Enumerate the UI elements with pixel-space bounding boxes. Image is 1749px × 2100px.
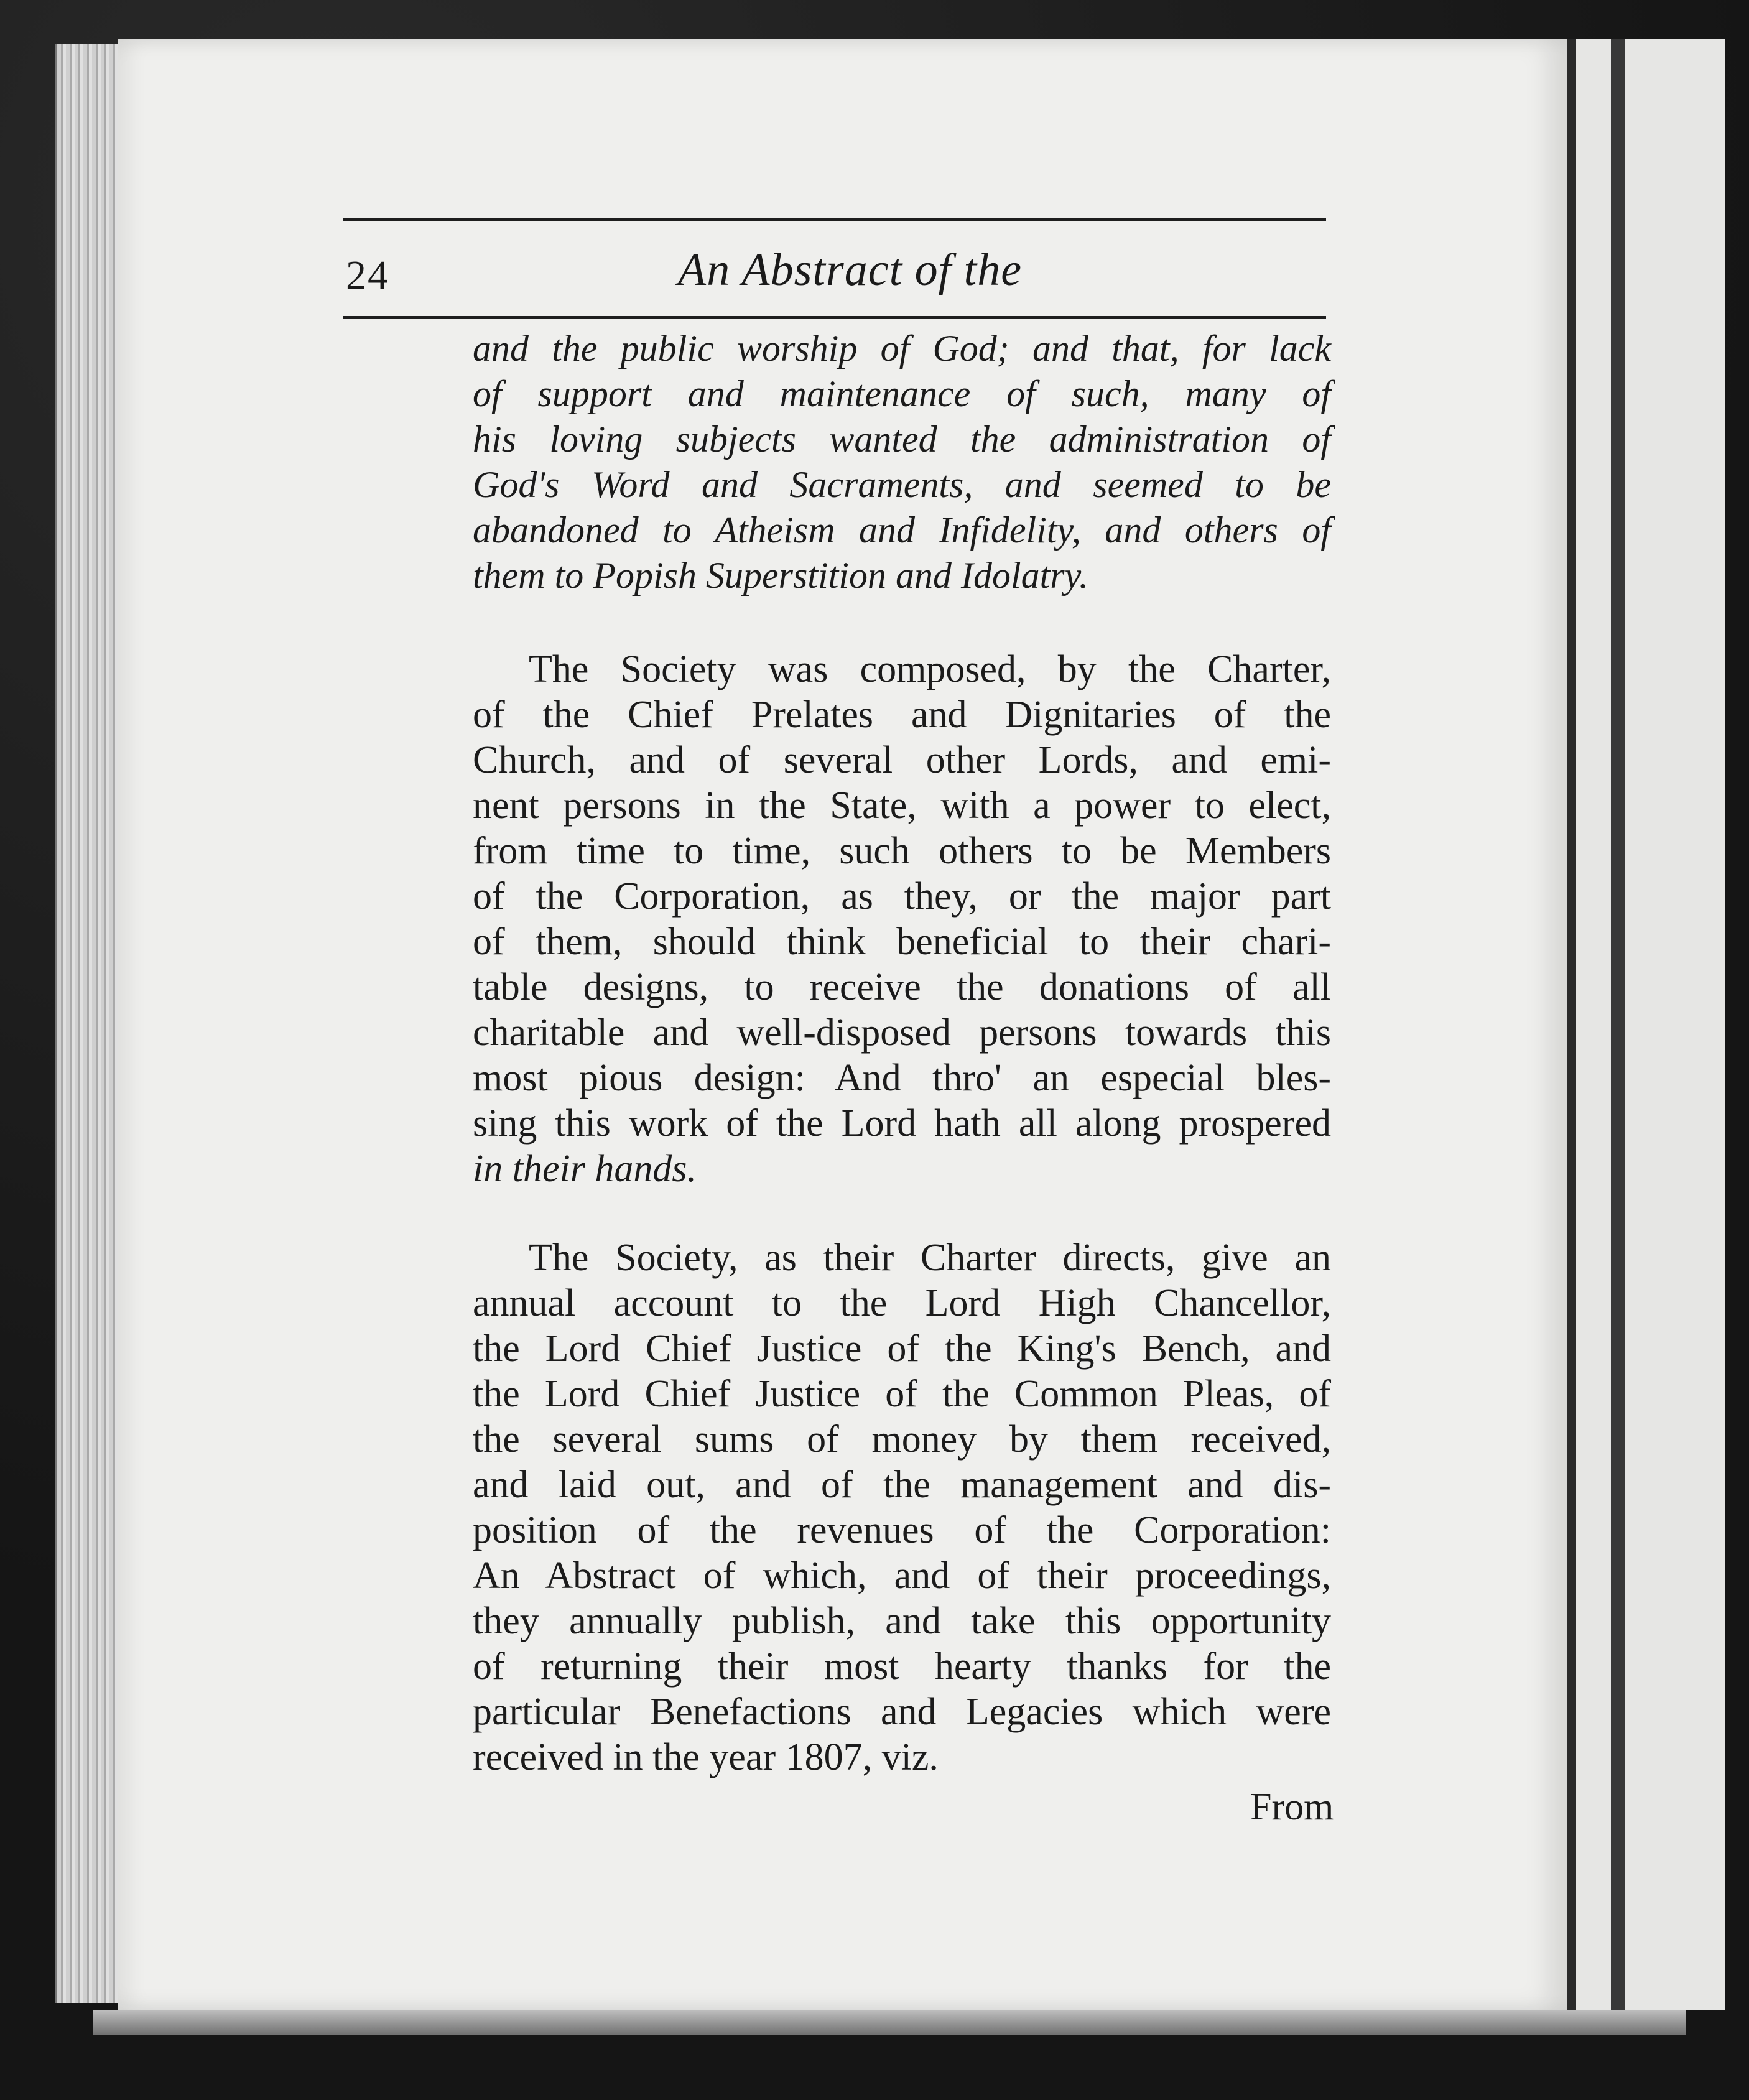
facing-page-gutter: [1611, 39, 1625, 2010]
paragraph-1: [473, 326, 1331, 598]
text-line: nent persons in the State, with a power to elect,: [473, 784, 1331, 827]
text-line: table designs, to receive the donations of all: [473, 966, 1331, 1008]
text-line: abandoned to Atheism and Infidelity, and others of: [473, 509, 1331, 551]
text-line: The Society, as their Charter directs, give an: [529, 1237, 1331, 1279]
text-line: and the public worship of God; and that, for lack: [473, 328, 1331, 369]
text-line: of support and maintenance of such, many of: [473, 373, 1331, 414]
text-line: from time to time, such others to be Members: [473, 830, 1331, 872]
text-line: of the Corporation, as they, or the major part: [473, 875, 1331, 918]
text-line: charitable and well-disposed persons towards this: [473, 1011, 1331, 1054]
text-line: annual account to the Lord High Chancellor,: [473, 1282, 1331, 1324]
text-line: most pious design: And thro' an especial bles-: [473, 1057, 1331, 1099]
text-line: Church, and of several other Lords, and emi-: [473, 739, 1331, 781]
header-rule-bottom: [343, 316, 1326, 319]
text-line: the Lord Chief Justice of the Common Pleas, of: [473, 1373, 1331, 1415]
text-line: received in the year 1807, viz.: [473, 1736, 939, 1778]
catchword: From: [1250, 1786, 1334, 1828]
page-number: 24: [346, 253, 389, 298]
text-line: of returning their most hearty thanks for the: [473, 1645, 1331, 1688]
running-title: An Abstract of the: [678, 244, 1023, 295]
text-line: them to Popish Superstition and Idolatry.: [473, 555, 1088, 596]
header-rule-top: [343, 218, 1326, 221]
text-line: of the Chief Prelates and Dignitaries of the: [473, 694, 1331, 736]
text-line: in their hands.: [473, 1148, 697, 1190]
text-line: they annually publish, and take this opportunity: [473, 1600, 1331, 1642]
text-line: position of the revenues of the Corporation:: [473, 1509, 1331, 1551]
paragraph-2: [473, 647, 1331, 1192]
facing-page: [1567, 39, 1725, 2010]
text-line: particular Benefactions and Legacies which were: [473, 1691, 1331, 1733]
text-line: God's Word and Sacraments, and seemed to be: [473, 464, 1331, 505]
book-bottom-edge: [93, 2010, 1686, 2035]
text-line: the several sums of money by them received,: [473, 1418, 1331, 1461]
text-line: sing this work of the Lord hath all along prospered: [473, 1102, 1331, 1145]
text-line: and laid out, and of the management and dis-: [473, 1464, 1331, 1506]
text-line: The Society was composed, by the Charter,: [529, 648, 1331, 690]
text-line: An Abstract of which, and of their proceedings,: [473, 1554, 1331, 1597]
text-line: the Lord Chief Justice of the King's Bench, and: [473, 1327, 1331, 1370]
paragraph-3: [473, 1235, 1331, 1780]
text-line: his loving subjects wanted the administration of: [473, 419, 1331, 460]
text-line: of them, should think beneficial to their chari-: [473, 921, 1331, 963]
